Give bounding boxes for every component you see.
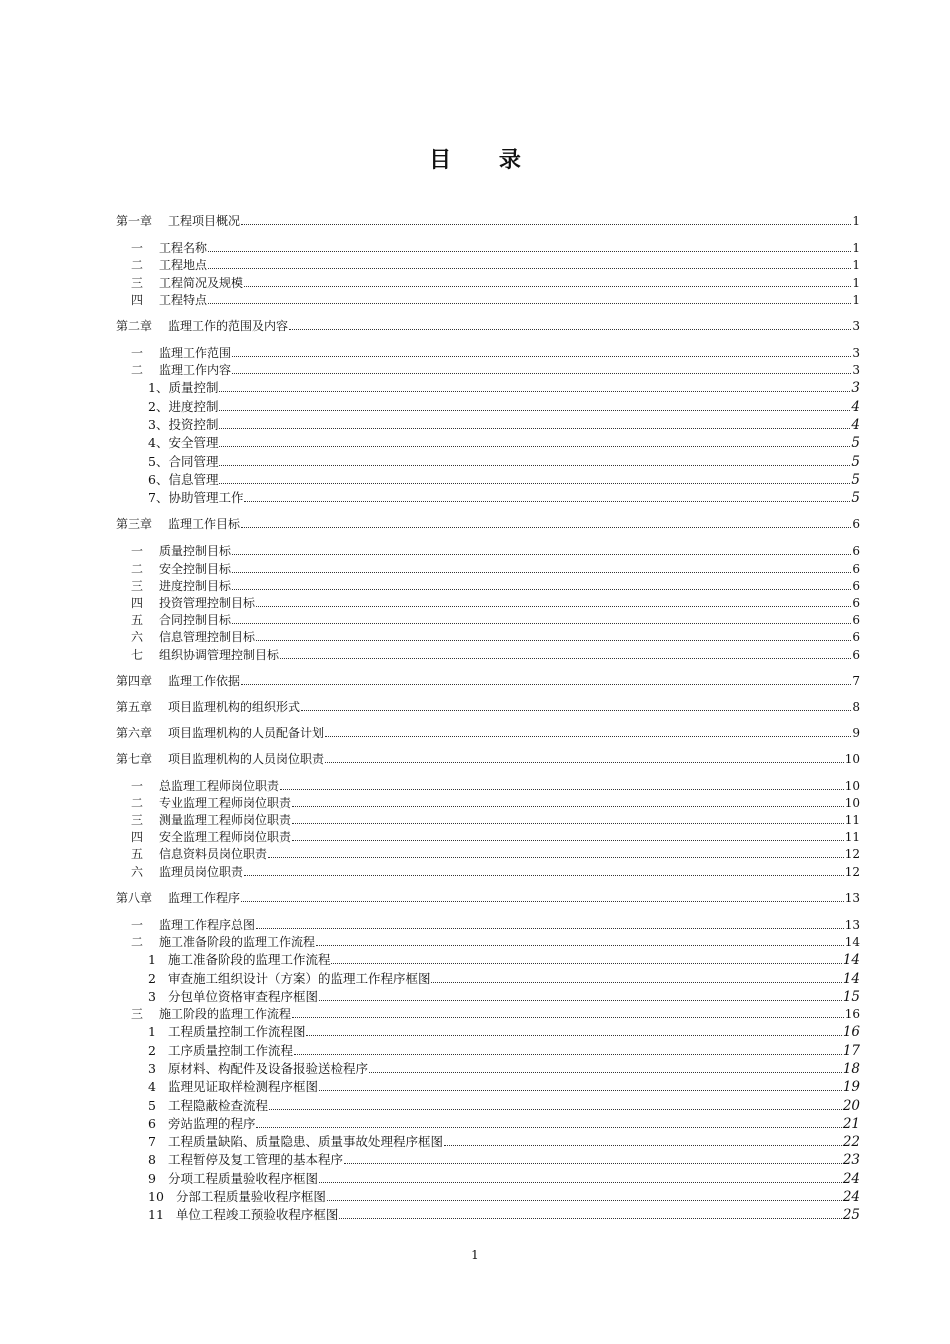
dot-leader <box>327 1200 842 1201</box>
dot-leader <box>280 658 851 659</box>
toc-entry-item[interactable] <box>116 949 860 967</box>
dot-leader <box>241 224 851 225</box>
toc-entry-label: 6、 <box>148 471 169 487</box>
dot-leader <box>241 527 851 528</box>
toc-entry-label: 一 <box>131 544 144 559</box>
toc-entry-text: 总监理工程师岗位职责 <box>159 778 280 793</box>
toc-entry-item[interactable] <box>116 1186 860 1204</box>
toc-entry-text: 安全管理 <box>168 435 219 451</box>
dot-leader <box>292 840 844 841</box>
toc-entry-item[interactable] <box>116 377 860 395</box>
toc-entry-text: 进度控制目标 <box>159 578 232 593</box>
toc-entry-page: 11 <box>844 813 860 828</box>
toc-entry-item[interactable] <box>116 1076 860 1094</box>
toc-entry-text: 工程项目概况 <box>168 214 241 228</box>
toc-entry-label: 5、 <box>148 453 169 469</box>
dot-leader <box>325 762 844 763</box>
toc-entry-section[interactable] <box>116 576 860 593</box>
toc-entry-page: 3 <box>852 318 860 333</box>
toc-entry-chapter[interactable] <box>116 317 860 333</box>
toc-entry-text: 投资管理控制目标 <box>159 595 256 610</box>
footer-page-number: 1 <box>471 1248 479 1262</box>
toc-entry-label: 第七章 <box>116 751 153 766</box>
toc-entry-page: 5 <box>851 471 860 488</box>
table-of-contents <box>116 212 860 1222</box>
toc-entry-page: 12 <box>844 864 860 879</box>
dot-leader <box>344 1163 842 1164</box>
toc-entry-section[interactable] <box>116 776 860 793</box>
toc-entry-page: 25 <box>842 1207 860 1224</box>
toc-entry-section[interactable] <box>116 343 860 360</box>
toc-entry-page: 1 <box>852 241 860 256</box>
dot-leader <box>306 1035 841 1036</box>
dot-leader <box>232 589 851 590</box>
toc-entry-item[interactable] <box>116 1094 860 1112</box>
toc-entry-label: 11 <box>148 1207 164 1223</box>
toc-entry-page: 1 <box>852 292 860 307</box>
toc-entry-item[interactable] <box>116 1149 860 1167</box>
toc-entry-text: 合同管理 <box>168 453 219 469</box>
page-title: 目 录 <box>429 148 541 173</box>
toc-entry-label: 六 <box>131 630 144 645</box>
toc-entry-text: 工程特点 <box>159 292 208 307</box>
toc-entry-section[interactable] <box>116 541 860 558</box>
toc-entry-page: 3 <box>852 363 860 378</box>
toc-entry-chapter[interactable] <box>116 750 860 766</box>
toc-entry-text: 分部工程质量验收程序框图 <box>175 1189 326 1205</box>
toc-entry-label: 7 <box>148 1134 156 1150</box>
toc-entry-page: 23 <box>842 1152 860 1169</box>
toc-entry-text: 监理工作内容 <box>159 363 232 378</box>
toc-entry-text: 工程地点 <box>159 258 208 273</box>
toc-entry-page: 6 <box>852 517 860 532</box>
toc-entry-page: 6 <box>852 578 860 593</box>
toc-entry-item[interactable] <box>116 1113 860 1131</box>
dot-leader <box>244 875 844 876</box>
toc-entry-text: 进度控制 <box>168 398 219 414</box>
toc-entry-text: 监理工作目标 <box>168 517 241 532</box>
toc-entry-text: 工程简况及规模 <box>159 275 244 290</box>
toc-entry-page: 4 <box>851 398 860 415</box>
dot-leader <box>268 857 844 858</box>
toc-entry-section[interactable] <box>116 272 860 289</box>
toc-entry-text: 专业监理工程师岗位职责 <box>159 795 292 810</box>
toc-entry-text: 施工阶段的监理工作流程 <box>159 1007 292 1022</box>
toc-entry-label: 第八章 <box>116 890 153 905</box>
toc-entry-item[interactable] <box>116 1058 860 1076</box>
toc-entry-page: 3 <box>852 345 860 360</box>
toc-entry-text: 信息管理 <box>168 471 219 487</box>
toc-entry-label: 三 <box>131 578 144 593</box>
toc-entry-label: 一 <box>131 778 144 793</box>
toc-entry-page: 6 <box>852 613 860 628</box>
toc-entry-chapter[interactable] <box>116 889 860 905</box>
toc-entry-label: 8 <box>148 1152 156 1168</box>
toc-entry-label: 第三章 <box>116 517 153 532</box>
toc-entry-label: 二 <box>131 935 144 950</box>
toc-entry-section[interactable] <box>116 1004 860 1021</box>
toc-entry-page: 11 <box>844 830 860 845</box>
toc-entry-label: 2 <box>148 1042 156 1058</box>
toc-entry-text: 项目监理机构的组织形式 <box>168 699 301 714</box>
toc-entry-text: 旁站监理的程序 <box>167 1115 256 1131</box>
dot-leader <box>219 465 850 466</box>
toc-entry-item[interactable] <box>116 1021 860 1039</box>
toc-entry-label: 二 <box>131 795 144 810</box>
toc-entry-text: 监理工作的范围及内容 <box>168 318 289 333</box>
toc-entry-text: 监理工作依据 <box>168 673 241 688</box>
dot-leader <box>208 268 851 269</box>
toc-entry-page: 17 <box>842 1042 860 1059</box>
dot-leader <box>289 329 851 330</box>
dot-leader <box>339 1218 841 1219</box>
toc-entry-section[interactable] <box>116 932 860 949</box>
toc-entry-item[interactable] <box>116 414 860 432</box>
toc-entry-text: 信息管理控制目标 <box>159 630 256 645</box>
toc-entry-text: 审查施工组织设计（方案）的监理工作程序框图 <box>167 970 431 986</box>
toc-entry-item[interactable] <box>116 450 860 468</box>
toc-entry-page: 18 <box>842 1060 860 1077</box>
toc-entry-label: 1 <box>148 1024 156 1040</box>
toc-entry-text: 监理工作程序 <box>168 890 241 905</box>
dot-leader <box>369 1072 842 1073</box>
toc-entry-label: 5 <box>148 1097 156 1113</box>
toc-entry-page: 12 <box>844 847 860 862</box>
dot-leader <box>269 1109 842 1110</box>
toc-entry-page: 7 <box>852 673 860 688</box>
toc-entry-text: 安全控制目标 <box>159 561 232 576</box>
toc-entry-item[interactable] <box>116 1039 860 1057</box>
toc-entry-chapter[interactable] <box>116 672 860 688</box>
toc-entry-page: 6 <box>852 630 860 645</box>
toc-entry-page: 16 <box>844 1007 860 1022</box>
toc-entry-chapter[interactable] <box>116 698 860 714</box>
toc-entry-label: 4 <box>148 1079 156 1095</box>
dot-leader <box>292 806 844 807</box>
toc-entry-page: 6 <box>852 544 860 559</box>
dot-leader <box>319 1000 842 1001</box>
toc-entry-item[interactable] <box>116 395 860 413</box>
dot-leader <box>208 303 851 304</box>
toc-entry-label: 四 <box>131 292 144 307</box>
toc-entry-text: 质量控制 <box>168 380 219 396</box>
toc-entry-label: 七 <box>131 647 144 662</box>
toc-entry-label: 四 <box>131 595 144 610</box>
toc-entry-label: 三 <box>131 1007 144 1022</box>
toc-entry-item[interactable] <box>116 1167 860 1185</box>
toc-entry-label: 二 <box>131 363 144 378</box>
toc-entry-page: 10 <box>844 751 860 766</box>
toc-entry-label: 1、 <box>148 380 169 396</box>
toc-entry-page: 22 <box>842 1134 860 1151</box>
toc-entry-chapter[interactable] <box>116 515 860 531</box>
toc-entry-page: 5 <box>851 453 860 470</box>
toc-entry-page: 1 <box>852 275 860 290</box>
toc-entry-label: 第五章 <box>116 699 153 714</box>
toc-entry-text: 工序质量控制工作流程 <box>167 1042 293 1058</box>
toc-entry-label: 二 <box>131 561 144 576</box>
toc-entry-text: 工程质量缺陷、质量隐患、质量事故处理程序框图 <box>167 1134 443 1150</box>
dot-leader <box>241 901 844 902</box>
toc-entry-page: 20 <box>842 1097 860 1114</box>
toc-entry-page: 13 <box>844 917 860 932</box>
toc-entry-text: 工程暂停及复工管理的基本程序 <box>167 1152 343 1168</box>
toc-entry-page: 5 <box>851 435 860 452</box>
toc-entry-section[interactable] <box>116 810 860 827</box>
dot-leader <box>244 501 850 502</box>
toc-entry-item[interactable] <box>116 1204 860 1222</box>
toc-entry-text: 工程质量控制工作流程图 <box>167 1024 306 1040</box>
toc-entry-page: 9 <box>852 725 860 740</box>
toc-entry-label: 三 <box>131 813 144 828</box>
dot-leader <box>292 823 844 824</box>
toc-entry-label: 一 <box>131 917 144 932</box>
toc-entry-chapter[interactable] <box>116 212 860 228</box>
dot-leader <box>294 1054 842 1055</box>
toc-entry-text: 测量监理工程师岗位职责 <box>159 813 292 828</box>
toc-entry-text: 监理见证取样检测程序框图 <box>167 1079 318 1095</box>
toc-entry-page: 14 <box>842 952 860 969</box>
toc-entry-section[interactable] <box>116 290 860 307</box>
toc-entry-section[interactable] <box>116 644 860 661</box>
dot-leader <box>292 1017 844 1018</box>
toc-entry-section[interactable] <box>116 360 860 377</box>
dot-leader <box>232 623 851 624</box>
toc-entry-page: 16 <box>842 1024 860 1041</box>
toc-entry-text: 信息资料员岗位职责 <box>159 847 268 862</box>
toc-entry-label: 五 <box>131 847 144 862</box>
toc-entry-text: 监理员岗位职责 <box>159 864 244 879</box>
toc-entry-section[interactable] <box>116 827 860 844</box>
toc-entry-page: 10 <box>844 778 860 793</box>
toc-entry-text: 单位工程竣工预验收程序框图 <box>175 1207 339 1223</box>
toc-entry-page: 4 <box>851 417 860 434</box>
toc-entry-section[interactable] <box>116 627 860 644</box>
dot-leader <box>331 963 841 964</box>
dot-leader <box>256 640 851 641</box>
dot-leader <box>431 982 841 983</box>
toc-entry-section[interactable] <box>116 861 860 878</box>
toc-entry-text: 分包单位资格审查程序框图 <box>167 988 318 1004</box>
toc-entry-label: 3 <box>148 988 156 1004</box>
dot-leader <box>325 736 851 737</box>
toc-entry-label: 五 <box>131 613 144 628</box>
toc-entry-item[interactable] <box>116 986 860 1004</box>
toc-entry-label: 2、 <box>148 398 169 414</box>
toc-entry-label: 三 <box>131 275 144 290</box>
toc-entry-page: 14 <box>842 970 860 987</box>
toc-entry-section[interactable] <box>116 610 860 627</box>
toc-entry-label: 第四章 <box>116 673 153 688</box>
dot-leader <box>256 606 851 607</box>
dot-leader <box>280 789 844 790</box>
dot-leader <box>256 1127 841 1128</box>
dot-leader <box>444 1145 842 1146</box>
toc-entry-page: 19 <box>842 1079 860 1096</box>
toc-entry-label: 六 <box>131 864 144 879</box>
toc-entry-page: 24 <box>842 1170 860 1187</box>
toc-entry-text: 质量控制目标 <box>159 544 232 559</box>
dot-leader <box>219 428 850 429</box>
toc-entry-text: 项目监理机构的人员岗位职责 <box>168 751 325 766</box>
toc-entry-text: 施工准备阶段的监理工作流程 <box>167 952 331 968</box>
dot-leader <box>319 1182 842 1183</box>
toc-entry-text: 组织协调管理控制目标 <box>159 647 280 662</box>
dot-leader <box>241 684 851 685</box>
toc-entry-label: 第二章 <box>116 318 153 333</box>
dot-leader <box>301 710 851 711</box>
toc-entry-page: 1 <box>852 214 860 228</box>
dot-leader <box>232 572 851 573</box>
toc-entry-label: 9 <box>148 1170 156 1186</box>
toc-entry-page: 15 <box>842 988 860 1005</box>
toc-entry-label: 6 <box>148 1115 156 1131</box>
toc-entry-section[interactable] <box>116 238 860 255</box>
toc-entry-label: 一 <box>131 241 144 256</box>
toc-entry-item[interactable] <box>116 469 860 487</box>
toc-entry-page: 3 <box>851 380 860 397</box>
dot-leader <box>219 410 850 411</box>
toc-entry-section[interactable] <box>116 915 860 932</box>
toc-entry-item[interactable] <box>116 1131 860 1149</box>
toc-entry-text: 工程名称 <box>159 241 208 256</box>
toc-entry-page: 6 <box>852 647 860 662</box>
toc-entry-label: 1 <box>148 952 156 968</box>
dot-leader <box>232 554 851 555</box>
toc-entry-page: 21 <box>842 1115 860 1132</box>
toc-entry-text: 合同控制目标 <box>159 613 232 628</box>
dot-leader <box>232 373 851 374</box>
toc-entry-page: 6 <box>852 595 860 610</box>
toc-entry-label: 3、 <box>148 417 169 433</box>
toc-entry-label: 第六章 <box>116 725 153 740</box>
dot-leader <box>319 1090 842 1091</box>
toc-entry-text: 安全监理工程师岗位职责 <box>159 830 292 845</box>
toc-entry-page: 24 <box>842 1189 860 1206</box>
dot-leader <box>219 446 850 447</box>
toc-entry-label: 一 <box>131 345 144 360</box>
toc-entry-text: 项目监理机构的人员配备计划 <box>168 725 325 740</box>
dot-leader <box>244 286 851 287</box>
toc-entry-section[interactable] <box>116 593 860 610</box>
toc-entry-text: 工程隐蔽检查流程 <box>167 1097 268 1113</box>
toc-entry-label: 7、 <box>148 490 169 506</box>
toc-entry-section[interactable] <box>116 558 860 575</box>
dot-leader <box>219 391 850 392</box>
dot-leader <box>316 945 844 946</box>
toc-entry-chapter[interactable] <box>116 724 860 740</box>
toc-entry-section[interactable] <box>116 255 860 272</box>
toc-entry-label: 10 <box>148 1189 164 1205</box>
dot-leader <box>208 251 851 252</box>
toc-entry-text: 原材料、构配件及设备报验送检程序 <box>167 1060 368 1076</box>
toc-entry-text: 监理工作程序总图 <box>159 917 256 932</box>
toc-entry-page: 10 <box>844 795 860 810</box>
toc-entry-page: 1 <box>852 258 860 273</box>
toc-entry-text: 施工准备阶段的监理工作流程 <box>159 935 316 950</box>
toc-entry-section[interactable] <box>116 793 860 810</box>
toc-entry-label: 4、 <box>148 435 169 451</box>
toc-entry-label: 四 <box>131 830 144 845</box>
toc-entry-page: 8 <box>852 699 860 714</box>
toc-entry-section[interactable] <box>116 844 860 861</box>
toc-entry-text: 协助管理工作 <box>168 490 244 506</box>
toc-entry-page: 6 <box>852 561 860 576</box>
toc-entry-item[interactable] <box>116 432 860 450</box>
toc-entry-text: 分项工程质量验收程序框图 <box>167 1170 318 1186</box>
toc-entry-page: 13 <box>844 890 860 905</box>
toc-entry-page: 5 <box>851 490 860 507</box>
toc-entry-item[interactable] <box>116 967 860 985</box>
dot-leader <box>256 928 844 929</box>
toc-entry-label: 二 <box>131 258 144 273</box>
toc-entry-label: 3 <box>148 1060 156 1076</box>
toc-entry-label: 第一章 <box>116 214 153 228</box>
dot-leader <box>219 483 850 484</box>
toc-entry-text: 监理工作范围 <box>159 345 232 360</box>
toc-entry-page: 14 <box>844 935 860 950</box>
toc-entry-label: 2 <box>148 970 156 986</box>
toc-entry-item[interactable] <box>116 487 860 505</box>
toc-entry-text: 投资控制 <box>168 417 219 433</box>
dot-leader <box>232 356 851 357</box>
